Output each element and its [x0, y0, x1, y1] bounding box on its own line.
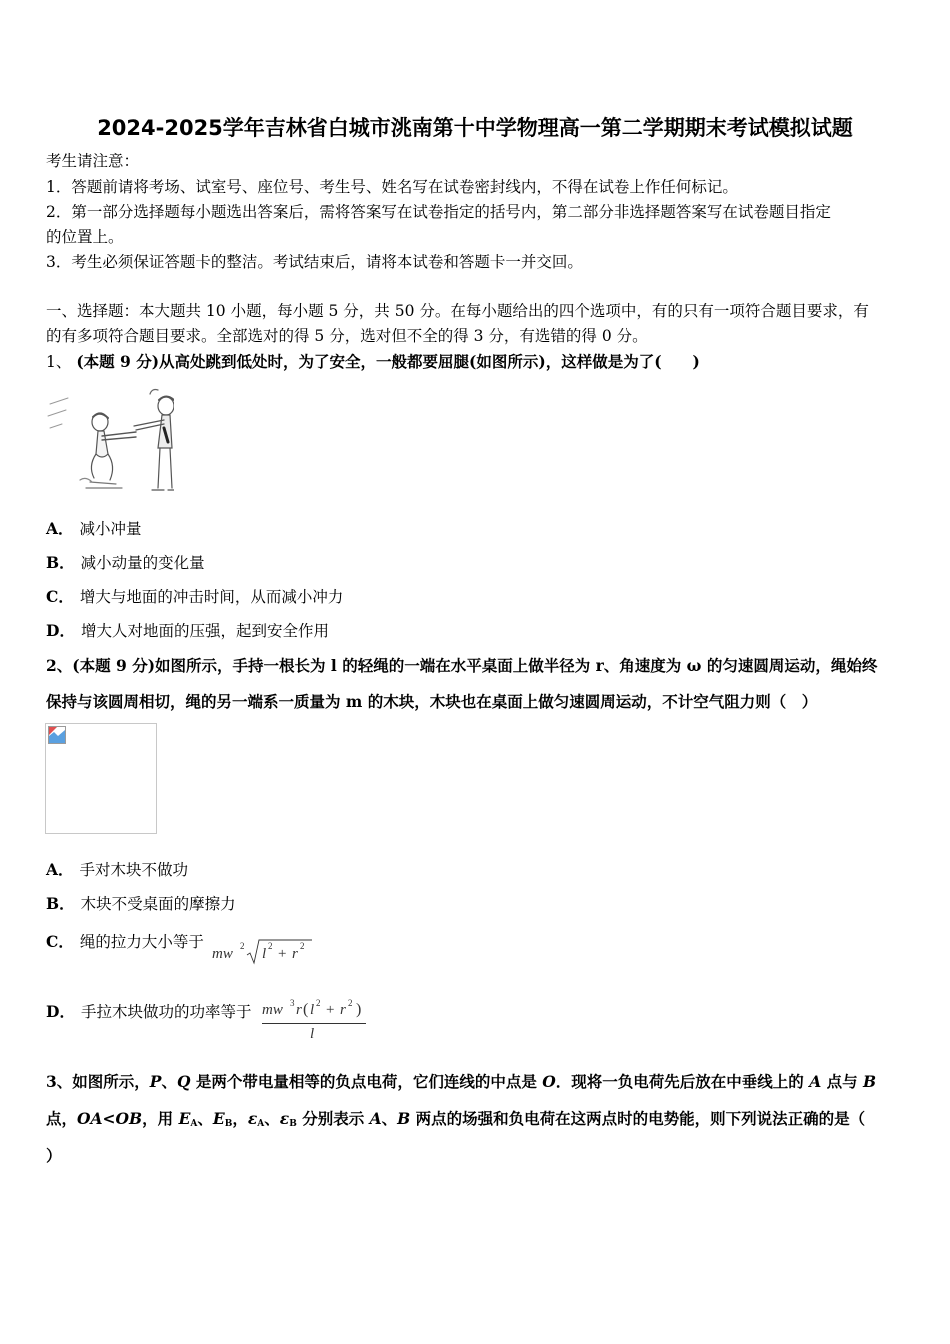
question-2-option-d: D． 手拉木块做功的功率等于: [46, 1002, 252, 1021]
question-2-option-c: C． 绳的拉力大小等于: [46, 932, 204, 951]
broken-image-icon: [48, 726, 66, 744]
question-2-option-b: B． 木块不受桌面的摩擦力: [46, 894, 236, 913]
question-1-option-a: A． 减小冲量: [46, 519, 142, 538]
question-1-number: 1、: [46, 353, 72, 371]
notice-item-1: 1．答题前请将考场、试室号、座位号、考生号、姓名写在试卷密封线内，不得在试卷上作任何标记。: [46, 178, 738, 196]
notice-heading: 考生请注意：: [46, 152, 140, 170]
question-1-option-d: D． 增大人对地面的压强，起到安全作用: [46, 621, 329, 640]
section1-instructions-line1: 一、选择题：本大题共 10 小题，每小题 5 分，共 50 分。在每小题给出的四个选项中，有的只有一项符合题目要求，有: [46, 302, 869, 320]
question-2-stem-line2: 保持与该圆周相切，绳的另一端系一质量为 m 的木块，木块也在桌面上做匀速圆周运动，不计空气阻力则（ ）: [46, 692, 818, 711]
jumping-figure-image: [46, 384, 174, 499]
notice-item-3: 3．考生必须保证答题卡的整洁。考试结束后，请将本试卷和答题卡一并交回。: [46, 253, 583, 271]
formula-c: mw 2 l 2 + r 2: [210, 938, 320, 970]
question-3-stem-line2: 点，OA<OB，用 $E_A$、$E_B$，$\varepsilon_A$、$\varepsilon_B$ 分别表示 A、B 两点的场强和负电荷在这两点时的电势能，则下列说法正确的是（: [46, 1109, 866, 1129]
question-2-figure-placeholder: [45, 723, 157, 834]
question-1-stem: [46, 352, 700, 372]
section1-instructions-line2: 的有多项符合题目要求。全部选对的得 5 分，选对但不全的得 3 分，有选错的得 0 分。: [46, 327, 648, 345]
question-2-option-a: A． 手对木块不做功: [46, 860, 189, 879]
question-3-stem-line3: ）: [46, 1146, 62, 1165]
notice-item-2: 2．第一部分选择题每小题选出答案后，需将答案写在试卷指定的括号内，第二部分非选择题答案写在试卷题目指定: [46, 203, 831, 221]
question-2-stem-line1: 2、(本题 9 分)如图所示，手持一根长为 l 的轻绳的一端在水平桌面上做半径为 r、角速度为 ω 的匀速圆周运动，绳始终: [46, 656, 878, 675]
fraction-bar: [262, 1023, 366, 1024]
notice-item-2-cont: 的位置上。: [46, 228, 124, 246]
question-1-option-b: B． 减小动量的变化量: [46, 553, 205, 572]
question-3-stem-line1: 3、如图所示，P、Q 是两个带电量相等的负点电荷，它们连线的中点是 O．现将一负电荷先后放在中垂线上的 A 点与 B: [46, 1072, 877, 1091]
exam-title: 2024-2025学年吉林省白城市洮南第十中学物理高一第二学期期末考试模拟试题: [97, 116, 853, 140]
question-1-text: (本题 9 分)从高处跳到低处时，为了安全，一般都要屈腿(如图所示)，这样做是为了( ): [76, 352, 700, 371]
question-1-option-c: C． 增大与地面的冲击时间，从而减小冲力: [46, 587, 344, 606]
formula-d: mw 3 r ( l 2 + r 2 ) l: [260, 998, 370, 1048]
